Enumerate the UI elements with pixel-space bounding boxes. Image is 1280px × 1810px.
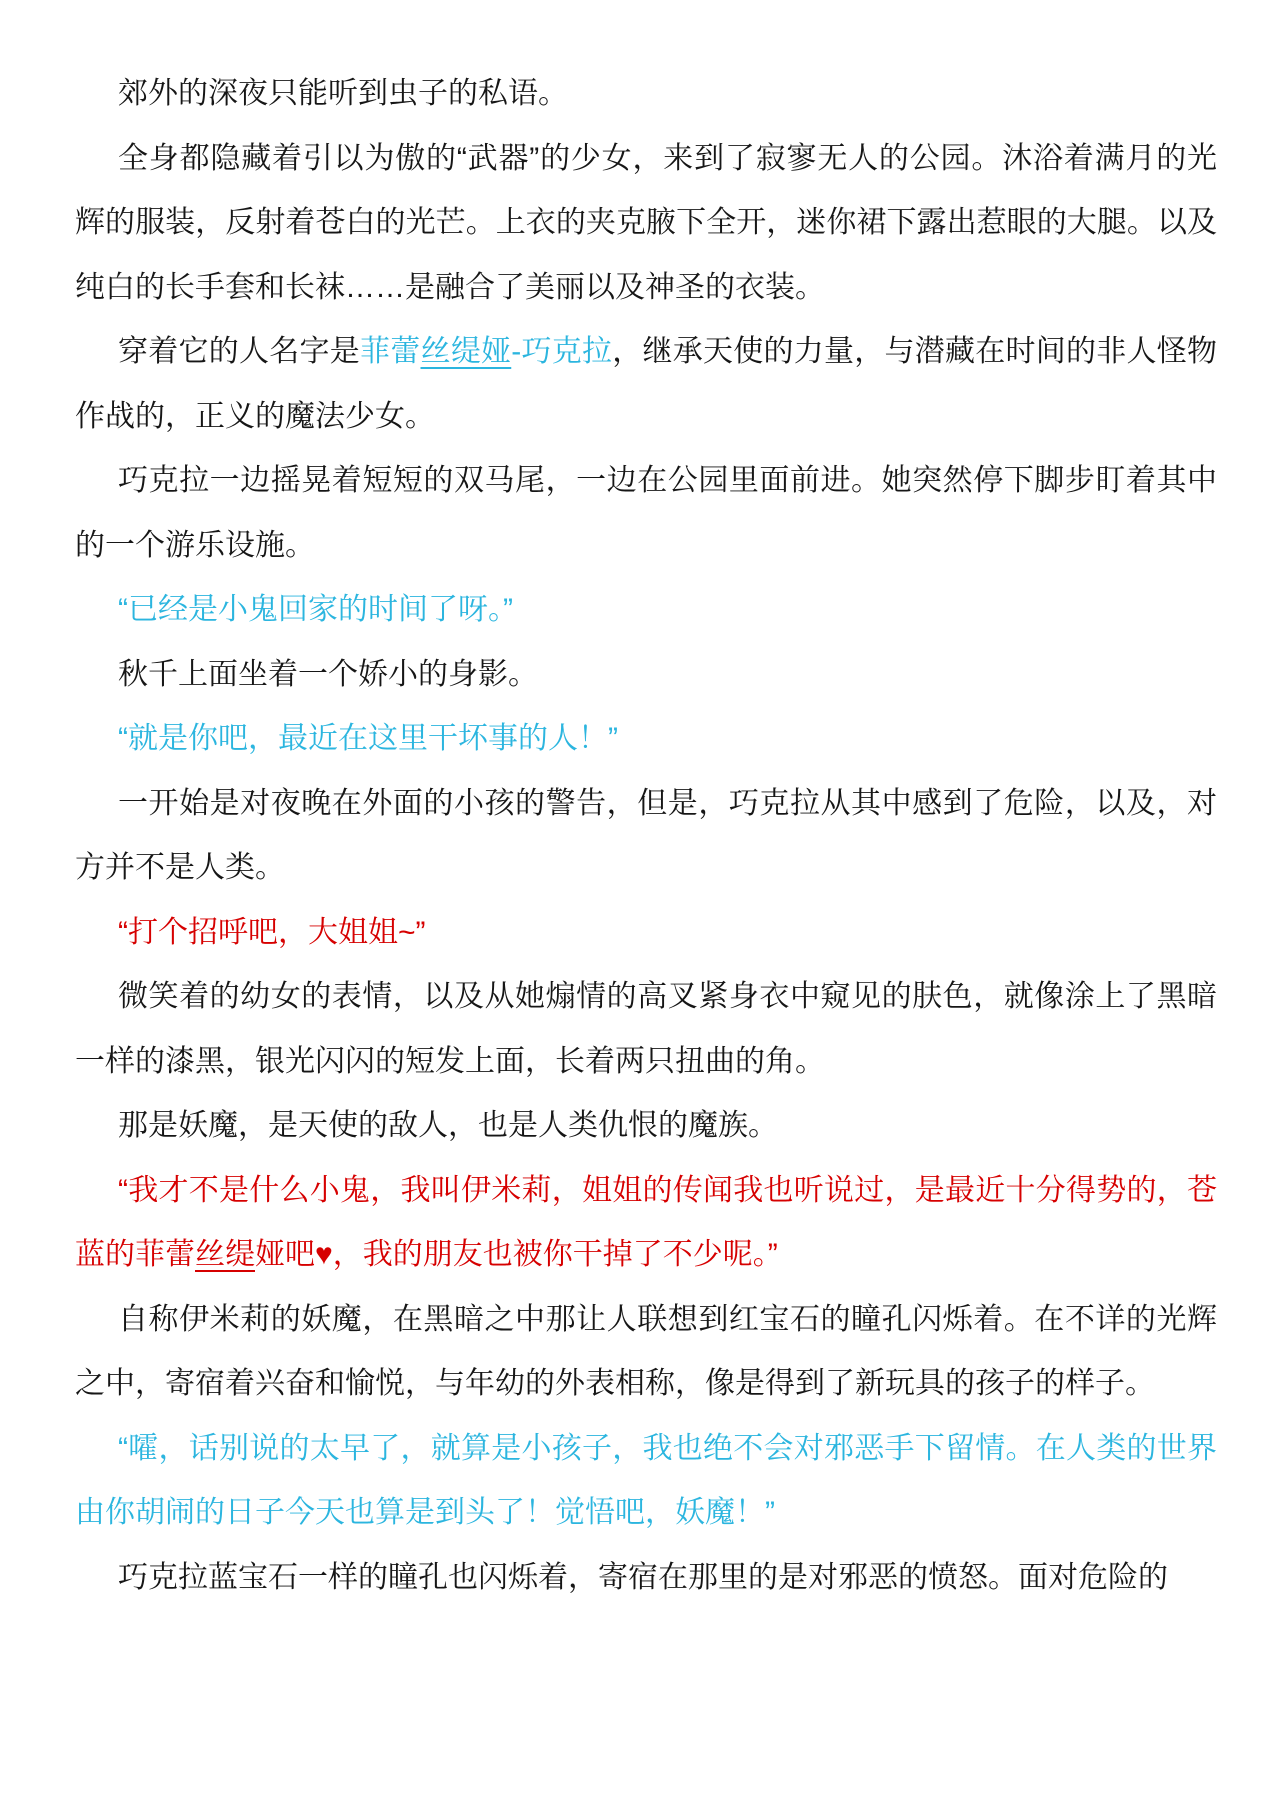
body-text: 那是妖魔，是天使的敌人，也是人类仇恨的魔族。 bbox=[118, 1109, 778, 1142]
body-text: 郊外的深夜只能听到虫子的私语。 bbox=[118, 77, 568, 110]
body-text: 秋千上面坐着一个娇小的身影。 bbox=[118, 657, 538, 691]
paragraph bbox=[75, 320, 1217, 449]
dialogue-text-cyan: -巧克拉 bbox=[511, 335, 613, 368]
dialogue-text-cyan: “就是你吧，最近在这里干坏事的人！” bbox=[118, 722, 618, 755]
paragraph bbox=[75, 1288, 1217, 1417]
paragraph bbox=[75, 1094, 1217, 1159]
dialogue-text-cyan: “嚯，话别说的太早了，就算是小孩子，我也绝不会对邪恶手下留情。在人类的世界由你胡闹的日子今天也算是到头了！觉悟吧，妖魔！” bbox=[75, 1431, 1217, 1529]
paragraph bbox=[75, 901, 1217, 966]
body-text: 巧克拉蓝宝石一样的瞳孔也闪烁着，寄宿在那里的是对邪恶的愤怒。面对危险的 bbox=[118, 1560, 1168, 1594]
dialogue-text-cyan: “已经是小鬼回家的时间了呀。” bbox=[118, 593, 513, 626]
character-name-underlined: 丝缇 bbox=[195, 1238, 255, 1271]
paragraph bbox=[75, 772, 1217, 901]
paragraph bbox=[75, 707, 1217, 772]
body-text: 全身都隐藏着引以为傲的“武器”的少女，来到了寂寥无人的公园。沐浴着满月的光辉的服装，反射着苍白的光芒。上衣的夹克腋下全开，迷你裙下露出惹眼的大腿。以及纯白的长手套和长袜……是融合了美丽以及神圣的衣装。 bbox=[75, 141, 1217, 304]
paragraph bbox=[75, 643, 1217, 708]
document-content bbox=[75, 62, 1217, 1610]
body-text: 微笑着的幼女的表情，以及从她煽情的高叉紧身衣中窥见的肤色，就像涂上了黑暗一样的漆黑，银光闪闪的短发上面，长着两只扭曲的角。 bbox=[75, 980, 1217, 1078]
dialogue-text-red: 娅吧♥，我的朋友也被你干掉了不少呢。” bbox=[255, 1238, 778, 1271]
body-text: 一开始是对夜晚在外面的小孩的警告，但是，巧克拉从其中感到了危险，以及，对方并不是人类。 bbox=[75, 786, 1217, 884]
paragraph bbox=[75, 578, 1217, 643]
paragraph bbox=[75, 1546, 1217, 1611]
paragraph bbox=[75, 1417, 1217, 1546]
dialogue-text-red: “我才不是什么小鬼，我叫伊米莉，姐姐的传闻我也听说过，是最近十分得势的，苍蓝的菲蕾 bbox=[75, 1173, 1217, 1271]
dialogue-text-red: “打个招呼吧，大姐姐~” bbox=[118, 915, 426, 949]
paragraph bbox=[75, 62, 1217, 127]
character-name-underlined: 丝缇娅 bbox=[420, 335, 512, 368]
body-text: 自称伊米莉的妖魔，在黑暗之中那让人联想到红宝石的瞳孔闪烁着。在不详的光辉之中，寄宿着兴奋和愉悦，与年幼的外表相称，像是得到了新玩具的孩子的样子。 bbox=[75, 1302, 1217, 1400]
body-text: ，继承天使的力量，与潜藏在时间的非人怪物作战的，正义的魔法少女。 bbox=[75, 335, 1217, 433]
body-text: 穿着它的人名字是 bbox=[118, 335, 360, 368]
paragraph bbox=[75, 965, 1217, 1094]
body-text: 巧克拉一边摇晃着短短的双马尾，一边在公园里面前进。她突然停下脚步盯着其中的一个游乐设施。 bbox=[75, 464, 1217, 562]
paragraph bbox=[75, 1159, 1217, 1288]
dialogue-text-cyan: 菲蕾 bbox=[360, 335, 421, 368]
paragraph bbox=[75, 127, 1217, 321]
paragraph bbox=[75, 449, 1217, 578]
